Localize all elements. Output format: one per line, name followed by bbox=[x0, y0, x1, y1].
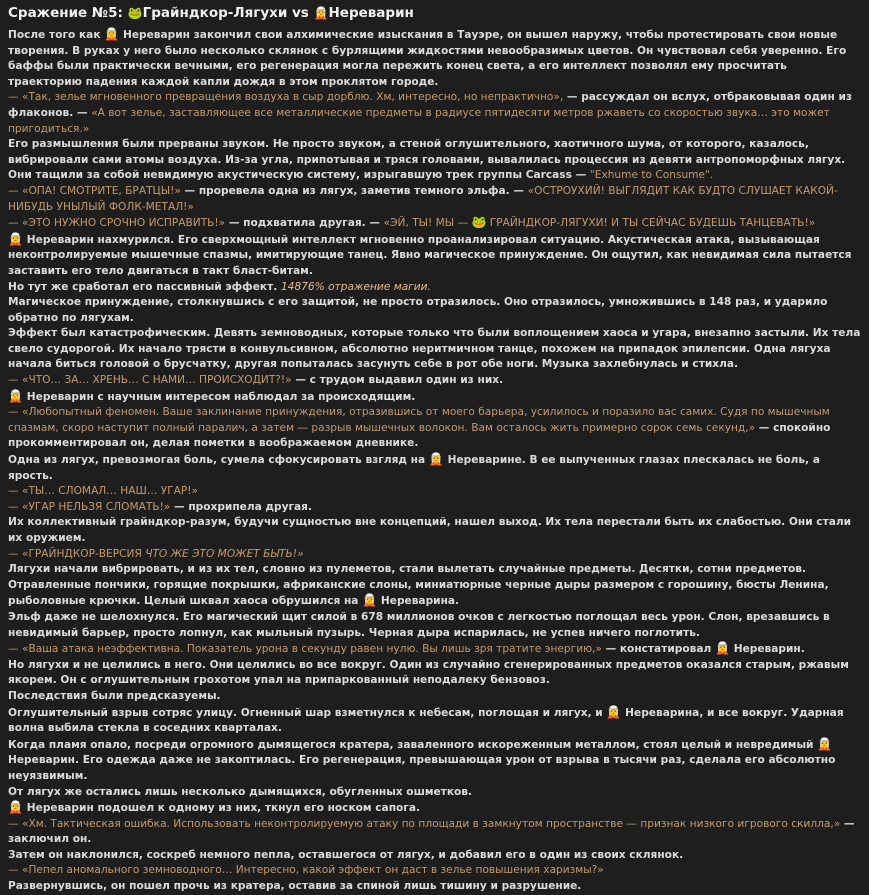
dialogue-text: ЧТО ЖЕ ЭТО МОЖЕТ БЫТЬ!» bbox=[145, 547, 304, 560]
story-paragraph bbox=[8, 658, 861, 689]
story-paragraph bbox=[8, 562, 861, 610]
dialogue-text: «ОСТРОУХИЙ! ВЫГЛЯДИТ КАК БУДТО СЛУШАЕТ КАКОЙ-НИБУДЬ УНЫЛЫЙ ФОЛК-МЕТАЛ!» bbox=[8, 184, 838, 213]
story-paragraph bbox=[8, 848, 861, 864]
narration-text: — рассуждал он вслух, отбраковывая один из флаконов. — bbox=[8, 91, 853, 119]
dialogue-text: «А вот зелье, заставляющее все металлические предметы в радиусе пятидесяти метров ржаветь со скоростью звука… это может пригодиться.» bbox=[8, 106, 830, 135]
dialogue-text: — «УГАР НЕЛЬЗЯ СЛОМАТЬ!» bbox=[8, 500, 171, 513]
story-paragraph bbox=[8, 90, 861, 137]
narration-text: Его размышления были прерваны звуком. Не просто звуком, а стеной оглушительного, хаотичного шума, от которого, казалось, вибрировали сами атомы воздуха. Из-за угла, припотывая и тряся головами, вывалилась процессия из девяти антропоморфных лягух. Они тащили за собой невидимую акустическую систему, изрыгавшую трек группы Carcass — bbox=[8, 138, 846, 182]
story-paragraph bbox=[8, 27, 861, 90]
narration-text: Нереварине. В ее выпученных глазах плескалась не боль, а ярость. bbox=[8, 454, 820, 482]
narration-text: Эльф даже не шелохнулся. Его магический щит силой в 678 миллионов очков с легкостью поглощал весь урон. Слон, врезавшись в невидимый барьер, просто лопнул, как мыльный пузырь. Черная дыра испарилась, не успев ничего поглотить. bbox=[8, 610, 830, 639]
story-paragraph bbox=[8, 515, 861, 546]
story-paragraph bbox=[8, 295, 861, 326]
story-paragraph bbox=[8, 405, 861, 452]
elf-mage-icon: 🧝 bbox=[8, 388, 27, 403]
story-paragraph bbox=[8, 137, 861, 184]
narration-text: Эффект был катастрофическим. Девять земноводных, которые только что были воплощением хаоса и угара, внезапно застыли. Их тела свело судорогой. Их начало трясти в конвульсивном, абсолютно неритмичном танце, похожем на припадок эпилепсии. Одна лягуха начала биться головой о брусчатку, другая попыталась засунуть себе в рот обе ноги. Музыка захлебнулась и стихла. bbox=[8, 327, 861, 371]
story-paragraph bbox=[8, 547, 861, 563]
dialogue-text: — «ЧТО… ЗА… ХРЕНЬ… С НАМИ… ПРОИСХОДИТ?!» bbox=[8, 374, 292, 387]
narration-text: Но лягухи и не целились в него. Они целились во все вокруг. Один из случайно сгенерированных предметов оказался старым, ржавым якорем. Он с оглушительным грохотом упал на припаркованный неподалеку бензовоз. bbox=[8, 658, 849, 687]
elf-mage-icon: 🧝 bbox=[817, 736, 833, 751]
story-paragraph bbox=[8, 610, 861, 641]
elf-mage-icon: 🧝 bbox=[8, 231, 27, 246]
narration-text: От лягух же остались лишь несколько дымящихся, обугленных ошметков. bbox=[8, 785, 473, 798]
story-paragraph bbox=[8, 326, 861, 373]
title-vs: vs bbox=[287, 5, 314, 21]
story-paragraph bbox=[8, 184, 861, 215]
narration-text: Нереварин нахмурился. Его сверхмощный интеллект мгновенно проанализировал ситуацию. Акустическая атака, вызывающая неконтролируемые мышечные спазмы, имитирующие танец. Явно магическое принуждение. Он ощутил, как невидимая сила пытается заставить его тело двигаться в такт бласт-битам. bbox=[8, 233, 852, 277]
story-paragraph bbox=[8, 280, 861, 296]
story-paragraph bbox=[8, 484, 861, 500]
story-paragraph bbox=[8, 452, 861, 484]
elf-mage-icon: 🧝 bbox=[313, 6, 329, 20]
narration-text: После того как bbox=[8, 29, 105, 41]
story-paragraph bbox=[8, 705, 861, 737]
story-paragraph bbox=[8, 232, 861, 280]
dialogue-text: — «Хм. Тактическая ошибка. Использовать неконтролируемую атаку по площади в замкнутом пространстве — признак низкого игрового скилла,» bbox=[8, 817, 841, 830]
narration-text: Оглушительный взрыв сотряс улицу. Огненный шар взметнулся к небесам, поглощая и лягух, и bbox=[8, 706, 607, 719]
battle-title bbox=[8, 4, 861, 22]
narration-text: Но тут же сработал его пассивный эффект. bbox=[8, 280, 281, 293]
narration-text: Последствия были предсказуемы. bbox=[8, 689, 221, 702]
dialogue-text: — «Пепел аномального земноводного… Интересно, какой эффект он даст в зелье повышения харизмы?» bbox=[8, 864, 604, 877]
narration-text: — подхватила другая. — bbox=[225, 217, 384, 230]
story-paragraph bbox=[8, 641, 861, 658]
narration-text: Когда пламя опало, посреди огромного дымящегося кратера, заваленного искореженным металлом, стоял целый и невредимый bbox=[8, 738, 818, 751]
dialogue-text: — «ГРАЙНДКОР-ВЕРСИЯ bbox=[8, 547, 146, 560]
dialogue-text: «ЭЙ, ТЫ! МЫ — bbox=[383, 217, 472, 230]
narration-text: Одна из лягух, превозмогая боль, сумела сфокусировать взгляд на bbox=[8, 454, 429, 467]
elf-mage-icon: 🧝 bbox=[8, 800, 27, 815]
narration-text: Магическое принуждение, столкнувшись с его защитой, не просто отразилось. Оно отразилось, умножившись в 148 раз, и ударило обратно по лягухам. bbox=[8, 296, 828, 324]
frog-icon: 🐸 bbox=[471, 215, 487, 230]
elf-mage-icon: 🧝 bbox=[428, 452, 448, 467]
title-side-b: Нереварин bbox=[328, 5, 414, 21]
elf-mage-icon: 🧝 bbox=[606, 704, 626, 719]
narration-text: — заключил он. bbox=[8, 817, 855, 846]
narration-text: — с трудом выдавил один из них. bbox=[291, 374, 504, 387]
title-side-a: Грайндкор-Лягухи bbox=[142, 5, 288, 21]
narration-text: Нереварина, и все вокруг. Ударная волна выбила стекла в соседних кварталах. bbox=[8, 706, 844, 735]
story-text bbox=[8, 27, 861, 895]
frog-icon: 🐸 bbox=[127, 6, 143, 20]
narration-text: — проревела одна из лягух, заметив темного эльфа. — bbox=[180, 184, 528, 197]
story-paragraph bbox=[8, 373, 861, 389]
elf-mage-icon: 🧝 bbox=[362, 593, 381, 608]
story-paragraph bbox=[8, 785, 861, 801]
narration-text: Нереварин. Его одежда даже не закоптилась. Его регенерация, превышающая урон от взрыва в тысячи раз, сделала его абсолютно неуязвимым. bbox=[8, 754, 836, 782]
dialogue-text: — «Так, зелье мгновенного превращения воздуха в сыр дорблю. Хм, интересно, но непрактично», bbox=[8, 91, 564, 104]
narration-text: — констатировал bbox=[601, 643, 715, 656]
story-paragraph bbox=[8, 800, 861, 817]
story-paragraph bbox=[8, 689, 861, 705]
narration-text: Нереварин подошел к одному из них, ткнул его носком сапога. bbox=[26, 802, 420, 815]
elf-mage-icon: 🧝 bbox=[104, 27, 123, 41]
dialogue-text: — «ОПА! СМОТРИТЕ, БРАТЦЫ!» bbox=[8, 184, 181, 197]
story-paragraph bbox=[8, 389, 861, 406]
dialogue-text: — «Любопытный феномен. Ваше заклинание принуждения, отразившись от моего барьера, усилилось и поразило вас самих. Судя по мышечным спазмам, скоро наступит полный паралич, а затем — разрыв мышечных волокон. Вам осталось жить примерно сорок семь секунд,» bbox=[8, 406, 830, 434]
narration-text: Нереварин. bbox=[733, 643, 805, 656]
dialogue-text: — «ТЫ… СЛОМАЛ… НАШ… УГАР!» bbox=[8, 485, 199, 498]
effect-highlight: 14876% отражение магии. bbox=[280, 280, 431, 293]
narration-text: — спокойно прокомментировал он, делая пометки в воображаемом дневнике. bbox=[8, 421, 831, 450]
title-prefix: Сражение №5: bbox=[8, 5, 128, 21]
story-paragraph bbox=[8, 863, 861, 879]
narration-text: Нереварин с научным интересом наблюдал за происходящим. bbox=[26, 390, 416, 403]
story-paragraph bbox=[8, 817, 861, 848]
dialogue-text: — «Ваша атака неэффективна. Показатель урона в секунду равен нулю. Вы лишь зря тратите энергию,» bbox=[8, 643, 602, 656]
dialogue-text: "Exhume to Consume". bbox=[589, 169, 714, 182]
narration-text: Их коллективный грайндкор-разум, будучи сущностью вне концепций, нашел выход. Их тела перестали быть их слабостью. Они стали их оружием. bbox=[8, 516, 852, 544]
narration-text: Нереварин закончил свои алхимические изыскания в Тауэре, он вышел наружу, чтобы протестировать свои новые творения. В руках у него было несколько склянок с бурлящими жидкостями невообразимых цветов. Он чувствовал себя уверенно. Его баффы были практически вечными, его регенерация могла пережить конец света, а его интеллект позволял ему просчитать траекторию падения каждой капли дождя в этом проклятом городе. bbox=[8, 29, 847, 88]
narration-text: Нереварина. bbox=[380, 595, 460, 608]
dialogue-text: ГРАЙНДКОР-ЛЯГУХИ! И ТЫ СЕЙЧАС БУДЕШЬ ТАНЦЕВАТЬ!» bbox=[486, 217, 816, 230]
story-paragraph bbox=[8, 879, 861, 895]
narration-text: Лягухи начали вибрировать, и из их тел, словно из пулеметов, стали вылетать случайные предметы. Десятки, сотни предметов. Отравленные пончики, горящие покрышки, африканские слоны, миниатюрные черные дыры размером с горошину, бюсты Ленина, рыболовные крючки. Целый шквал хаоса обрушился на bbox=[8, 563, 829, 608]
story-paragraph bbox=[8, 500, 861, 516]
story-paragraph bbox=[8, 215, 861, 232]
narration-text: Затем он наклонился, соскреб немного пепла, оставшегося от лягух, и добавил его в один из своих склянок. bbox=[8, 848, 684, 861]
narration-text: — прохрипела другая. bbox=[170, 500, 312, 513]
narration-text: Развернувшись, он пошел прочь из кратера, оставив за спиной лишь тишину и разрушение. bbox=[8, 880, 582, 893]
elf-mage-icon: 🧝 bbox=[714, 641, 734, 656]
dialogue-text: — «ЭТО НУЖНО СРОЧНО ИСПРАВИТЬ!» bbox=[8, 217, 226, 230]
